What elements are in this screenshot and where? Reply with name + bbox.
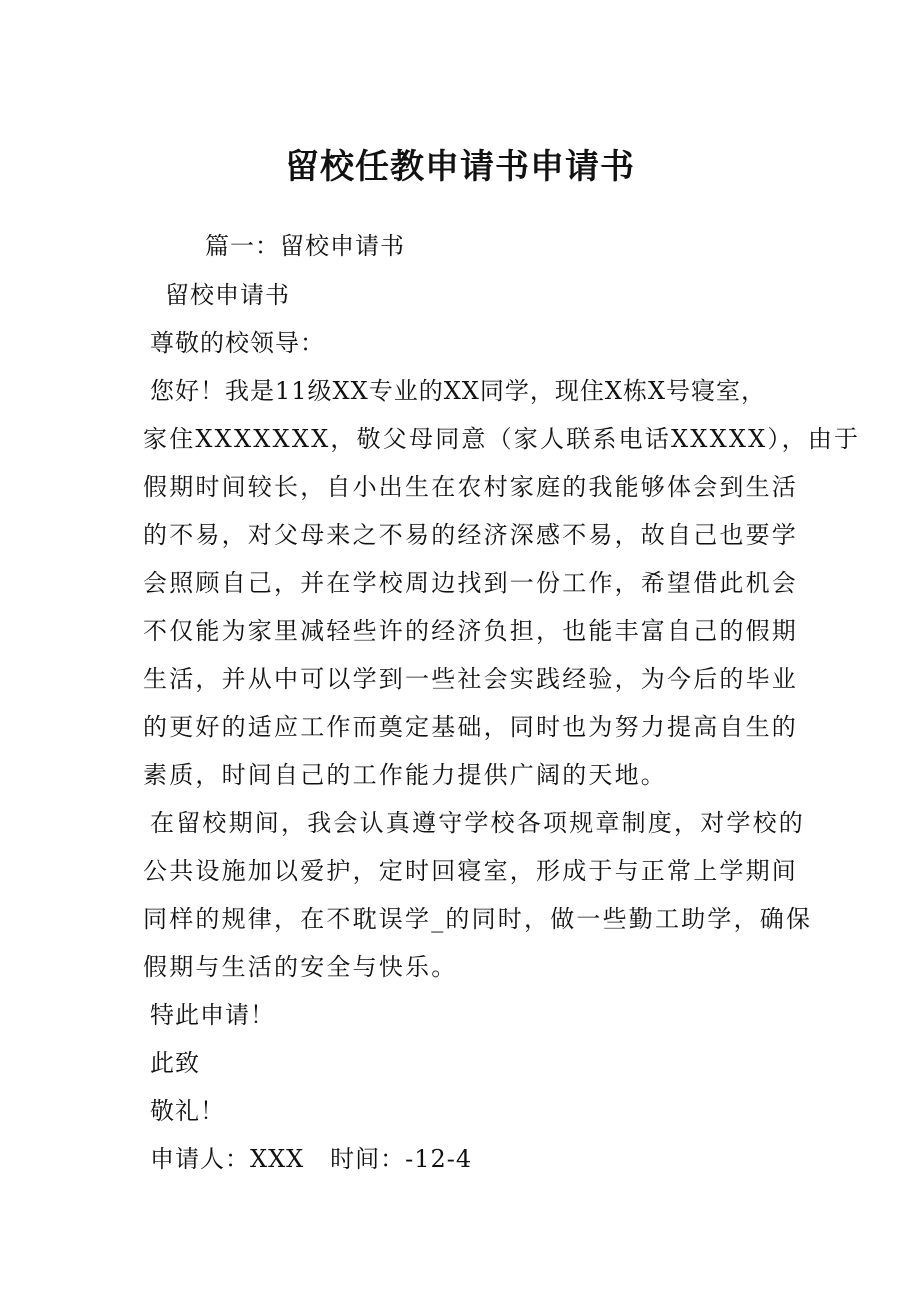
salutation: 尊敬的校领导： — [150, 329, 325, 357]
closing-request: 特此申请！ — [150, 1001, 275, 1029]
paragraph-line: 在留校期间，我会认真遵守学校各项规章制度，对学校的 — [150, 809, 805, 837]
paragraph-line: 生活，并从中可以学到一些社会实践经验，为今后的毕业 — [143, 665, 798, 693]
paragraph-line: 会照顾自己，并在学校周边找到一份工作，希望借此机会 — [143, 569, 798, 597]
closing-regards: 此致 — [150, 1049, 200, 1077]
paragraph-line: 同样的规律，在不耽误学_的同时，做一些勤工助学，确保 — [143, 905, 813, 933]
paragraph-line: 假期时间较长，自小出生在农村家庭的我能够体会到生活 — [143, 473, 798, 501]
paragraph-line: 假期与生活的安全与快乐。 — [143, 953, 458, 981]
closing-salute: 敬礼！ — [150, 1097, 225, 1125]
paragraph-line: 的不易，对父母来之不易的经济深感不易，故自己也要学 — [143, 521, 798, 549]
paragraph-line: 家住XXXXXXX，敬父母同意（家人联系电话XXXXX），由于 — [143, 425, 861, 453]
document-title: 留校任教申请书申请书 — [285, 147, 635, 187]
paragraph-line: 素质，时间自己的工作能力提供广阔的天地。 — [143, 761, 667, 789]
paragraph-line: 公共设施加以爱护，定时回寝室，形成于与正常上学期间 — [143, 857, 798, 885]
paragraph-line: 的更好的适应工作而奠定基础，同时也为努力提高自生的 — [143, 713, 798, 741]
paragraph-line: 不仅能为家里减轻些许的经济负担，也能丰富自己的假期 — [143, 617, 798, 645]
letter-title: 留校申请书 — [165, 281, 290, 309]
signature-line: 申请人：XXX 时间：-12-4 — [150, 1145, 473, 1173]
section-heading: 篇一：留校申请书 — [205, 232, 405, 260]
paragraph-line: 您好！我是11级XX专业的XX同学，现住X栋X号寝室， — [150, 377, 767, 405]
